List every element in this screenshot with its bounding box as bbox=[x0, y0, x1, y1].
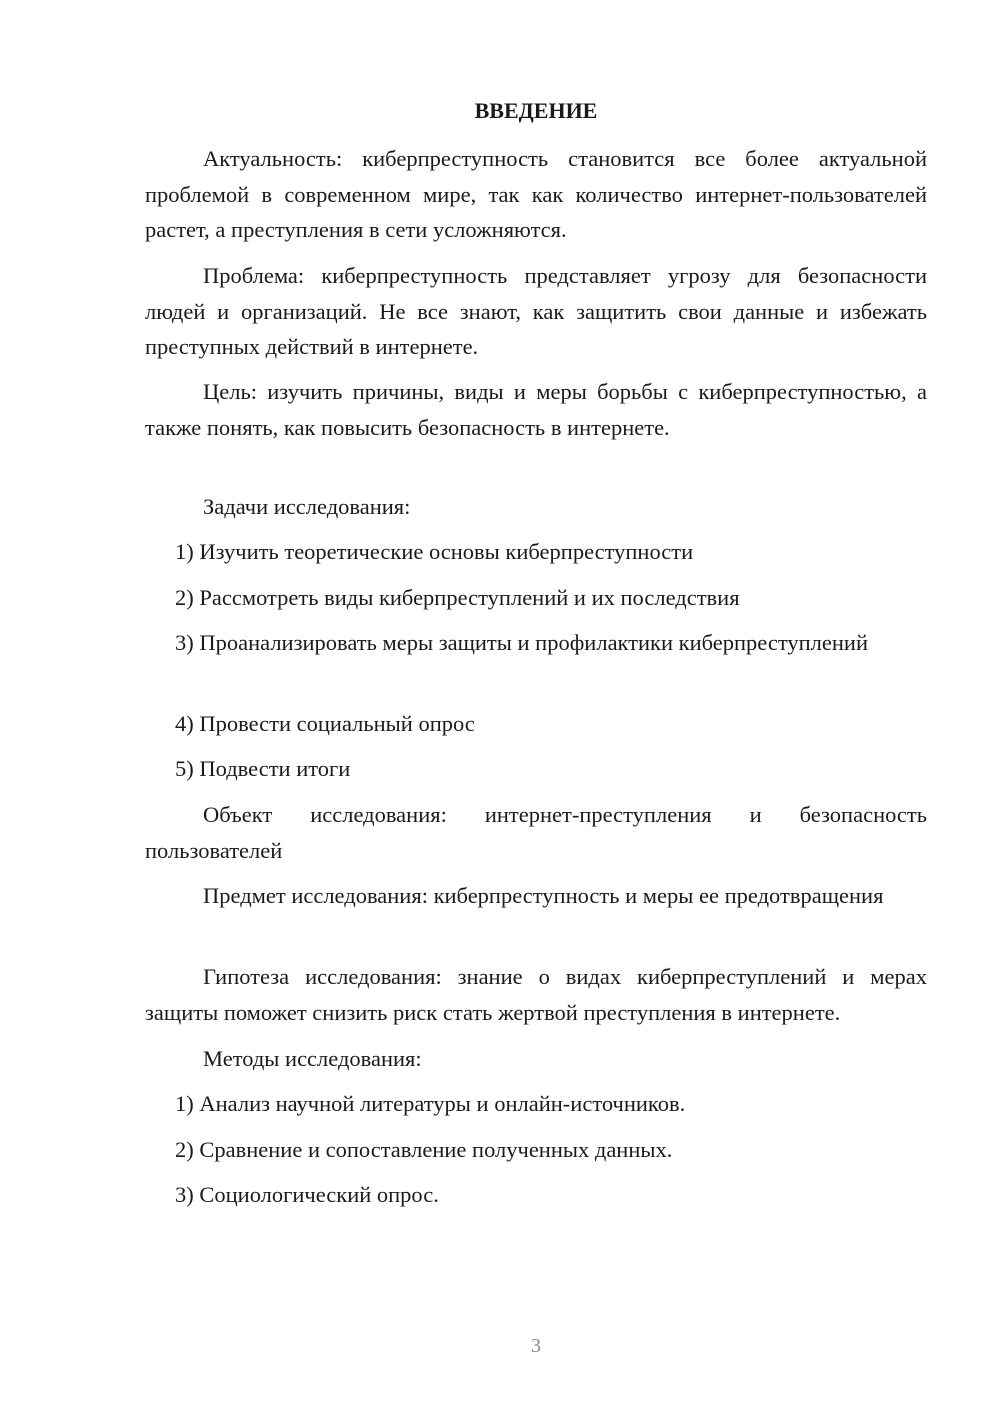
task-item-4: 4) Провести социальный опрос bbox=[175, 711, 475, 736]
relevance-paragraph: Актуальность: киберпреступность становится все более актуальной проблемой в современном мире, так как количество интернет-пользователей растет, а преступления в сети усложняются. bbox=[145, 146, 927, 242]
problem-paragraph: Проблема: киберпреступность представляет угрозу для безопасности людей и организаций. Не все знают, как защитить свои данные и избежать преступных действий в интернете. bbox=[145, 263, 927, 359]
object-paragraph: Объект исследования: интернет-преступления и безопасность пользователей bbox=[145, 802, 927, 863]
section-heading: ВВЕДЕНИЕ bbox=[474, 98, 598, 123]
tasks-title: Задачи исследования: bbox=[203, 494, 411, 519]
method-item-2: 2) Сравнение и сопоставление полученных данных. bbox=[175, 1137, 673, 1162]
method-item-1: 1) Анализ научной литературы и онлайн-источников. bbox=[175, 1091, 686, 1116]
hypothesis-paragraph: Гипотеза исследования: знание о видах киберпреступлений и мерах защиты поможет снизить риск стать жертвой преступления в интернете. bbox=[145, 964, 927, 1025]
goal-paragraph: Цель: изучить причины, виды и меры борьбы с киберпреступностью, а также понять, как повысить безопасность в интернете. bbox=[145, 379, 927, 440]
methods-title: Методы исследования: bbox=[203, 1046, 422, 1071]
task-item-3: 3) Проанализировать меры защиты и профилактики киберпреступлений bbox=[175, 630, 869, 655]
method-item-3: 3) Социологический опрос. bbox=[175, 1182, 439, 1207]
page-number: 3 bbox=[531, 1335, 541, 1357]
task-item-5: 5) Подвести итоги bbox=[175, 756, 351, 781]
task-item-2: 2) Рассмотреть виды киберпреступлений и их последствия bbox=[175, 585, 740, 610]
task-item-1: 1) Изучить теоретические основы киберпреступности bbox=[175, 539, 694, 564]
subject-paragraph: Предмет исследования: киберпреступность и меры ее предотвращения bbox=[203, 883, 884, 908]
